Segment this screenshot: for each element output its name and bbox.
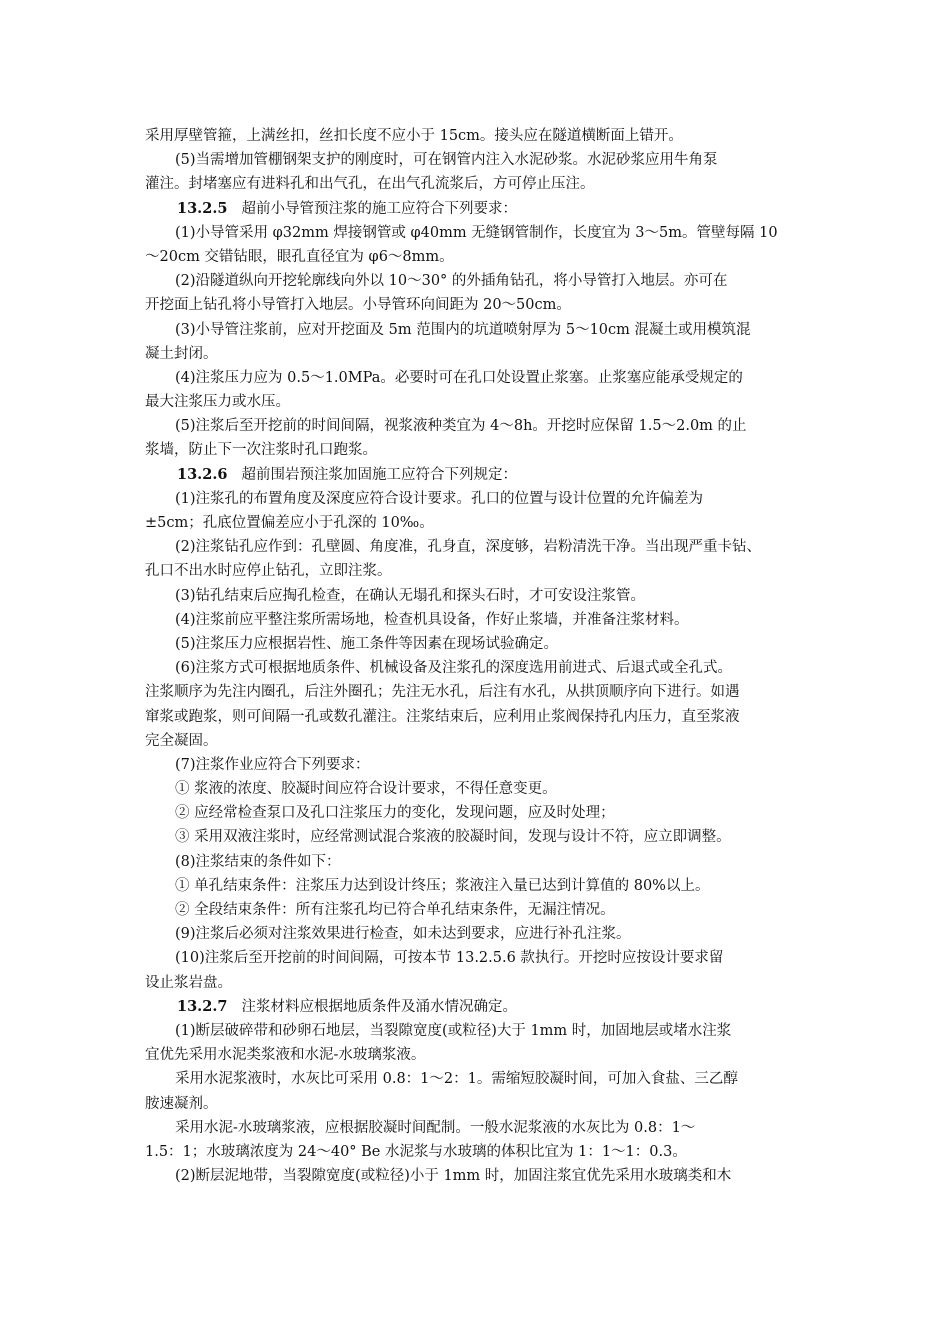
line-text: (5)注浆压力应根据岩性、施工条件等因素在现场试验确定。 — [175, 635, 559, 652]
line-text: (4)注浆前应平整注浆所需场地，检查机具设备，作好止浆墙，并准备注浆材料。 — [175, 611, 689, 628]
text-line — [145, 1116, 810, 1140]
line-text: 超前小导管预注浆的施工应符合下列要求： — [241, 200, 517, 217]
text-line — [145, 318, 810, 342]
text-line — [145, 390, 810, 414]
text-line — [145, 1164, 810, 1188]
line-text: (2)断层泥地带，当裂隙宽度(或粒径)小于 1mm 时，加固注浆宜优先采用水玻璃类和木 — [175, 1168, 732, 1185]
text-line — [145, 584, 810, 608]
text-line — [145, 1019, 810, 1043]
line-text: (2)注浆钻孔应作到：孔壁圆、角度准，孔身直，深度够，岩粉清洗干净。当出现严重卡钻、 — [175, 539, 762, 556]
line-text: 超前围岩预注浆加固施工应符合下列规定： — [241, 466, 517, 483]
text-line — [145, 366, 810, 390]
line-text: (7)注浆作业应符合下列要求： — [175, 756, 370, 773]
line-text: 设止浆岩盘。 — [145, 974, 232, 991]
line-text: 1.5：1；水玻璃浓度为 24～40° Be 水泥浆与水玻璃的体积比宜为 1：1～1：0.3。 — [145, 1143, 687, 1160]
line-text: ① 单孔结束条件：注浆压力达到设计终压；浆液注入量已达到计算值的 80%以上。 — [175, 877, 710, 894]
text-line — [145, 608, 810, 632]
text-line — [145, 269, 810, 293]
text-line — [145, 971, 810, 995]
line-text: (9)注浆后必须对注浆效果进行检查，如未达到要求，应进行补孔注浆。 — [175, 926, 631, 943]
line-text: 胺速凝剂。 — [145, 1095, 218, 1112]
line-text: 注浆材料应根据地质条件及涌水情况确定。 — [241, 998, 517, 1015]
text-line — [145, 511, 810, 535]
clause-number: 13.2.5 — [177, 199, 228, 217]
text-line — [145, 656, 810, 680]
line-text: ～20cm 交错钻眼，眼孔直径宜为 φ6～8mm。 — [145, 248, 454, 265]
text-line — [145, 632, 810, 656]
line-text: (5)当需增加管棚钢架支护的刚度时，可在钢管内注入水泥砂浆。水泥砂浆应用牛角泵 — [175, 152, 718, 169]
text-line — [145, 777, 810, 801]
line-text: 灌注。封堵塞应有进料孔和出气孔，在出气孔流浆后，方可停止压注。 — [145, 176, 595, 193]
text-line — [145, 1140, 810, 1164]
text-line — [145, 922, 810, 946]
line-text: 注浆顺序为先注内圈孔，后注外圈孔；先注无水孔，后注有水孔，从拱顶顺序向下进行。如遇 — [145, 684, 740, 701]
text-line — [145, 1043, 810, 1067]
line-text: (6)注浆方式可根据地质条件、机械设备及注浆孔的深度选用前进式、后退式或全孔式。 — [175, 660, 733, 677]
text-line — [145, 124, 810, 148]
line-text: 开挖面上钻孔将小导管打入地层。小导管环向间距为 20～50cm。 — [145, 297, 571, 314]
text-line — [145, 705, 810, 729]
line-text: 浆墙，防止下一次注浆时孔口跑浆。 — [145, 442, 377, 459]
line-text: (10)注浆后至开挖前的时间间隔，可按本节 13.2.5.6 款执行。开挖时应按设计要求留 — [175, 950, 724, 967]
text-line — [145, 414, 810, 438]
line-text: (4)注浆压力应为 0.5～1.0MPa。必要时可在孔口处设置止浆塞。止浆塞应能承受规定的 — [175, 369, 743, 386]
line-text: ③ 采用双液注浆时，应经常测试混合浆液的胶凝时间，发现与设计不符，应立即调整。 — [175, 829, 731, 846]
clause-heading-line — [145, 995, 810, 1019]
line-text: (1)小导管采用 φ32mm 焊接钢管或 φ40mm 无缝钢管制作，长度宜为 3～5m。管壁每隔 10 — [175, 224, 778, 241]
line-text: 最大注浆压力或水压。 — [145, 394, 290, 411]
text-line — [145, 1067, 810, 1091]
line-text: 完全凝固。 — [145, 732, 218, 749]
text-line — [145, 753, 810, 777]
text-line — [145, 559, 810, 583]
clause-number: 13.2.7 — [177, 997, 228, 1015]
text-line — [145, 898, 810, 922]
text-line — [145, 148, 810, 172]
clause-heading-line — [145, 197, 810, 221]
text-line — [145, 825, 810, 849]
text-line — [145, 535, 810, 559]
line-text: 采用水泥浆液时，水灰比可采用 0.8：1～2：1。需缩短胶凝时间，可加入食盐、三乙醇 — [175, 1071, 738, 1088]
text-line — [145, 801, 810, 825]
text-line — [145, 172, 810, 196]
text-line — [145, 245, 810, 269]
line-text: (5)注浆后至开挖前的时间间隔，视浆液种类宜为 4～8h。开挖时应保留 1.5～2.0m 的止 — [175, 418, 747, 435]
text-line — [145, 487, 810, 511]
clause-heading-line — [145, 463, 810, 487]
line-text: 孔口不出水时应停止钻孔，立即注浆。 — [145, 563, 392, 580]
text-line — [145, 729, 810, 753]
line-text: (1)断层破碎带和砂卵石地层，当裂隙宽度(或粒径)大于 1mm 时，加固地层或堵水注浆 — [175, 1022, 732, 1039]
line-text: (2)沿隧道纵向开挖轮廓线向外以 10～30° 的外插角钻孔，将小导管打入地层。亦可在 — [175, 273, 728, 290]
text-line — [145, 438, 810, 462]
line-text: (3)小导管注浆前，应对开挖面及 5m 范围内的坑道喷射厚为 5～10cm 混凝土或用模筑混 — [175, 321, 751, 338]
text-line — [145, 1092, 810, 1116]
line-text: ① 浆液的浓度、胶凝时间应符合设计要求，不得任意变更。 — [175, 781, 557, 798]
line-text: 凝土封闭。 — [145, 345, 218, 362]
document-body — [145, 124, 810, 1188]
line-text: ② 全段结束条件：所有注浆孔均已符合单孔结束条件，无漏注情况。 — [175, 902, 615, 918]
text-line — [145, 342, 810, 366]
line-text: (1)注浆孔的布置角度及深度应符合设计要求。孔口的位置与设计位置的允许偏差为 — [175, 490, 704, 507]
text-line — [145, 680, 810, 704]
line-text: 宜优先采用水泥类浆液和水泥-水玻璃浆液。 — [145, 1047, 426, 1064]
clause-number: 13.2.6 — [177, 465, 228, 483]
line-text: (3)钻孔结束后应掏孔检查，在确认无塌孔和探头石时，才可安设注浆管。 — [175, 587, 646, 604]
text-line — [145, 293, 810, 317]
text-line — [145, 874, 810, 898]
text-line — [145, 221, 810, 245]
text-line — [145, 850, 810, 874]
line-text: ② 应经常检查泵口及孔口注浆压力的变化，发现问题，应及时处理； — [175, 805, 615, 822]
line-text: (8)注浆结束的条件如下： — [175, 853, 341, 870]
line-text: ±5cm；孔底位置偏差应小于孔深的 10‰。 — [145, 515, 434, 531]
text-line — [145, 946, 810, 970]
line-text: 采用水泥-水玻璃浆液，应根据胶凝时间配制。一般水泥浆液的水灰比为 0.8：1～ — [175, 1119, 696, 1136]
line-text: 窜浆或跑浆，则可间隔一孔或数孔灌注。注浆结束后，应利用止浆阀保持孔内压力，直至浆液 — [145, 708, 740, 725]
line-text: 采用厚壁管箍，上满丝扣，丝扣长度不应小于 15cm。接头应在隧道横断面上错开。 — [145, 128, 683, 144]
